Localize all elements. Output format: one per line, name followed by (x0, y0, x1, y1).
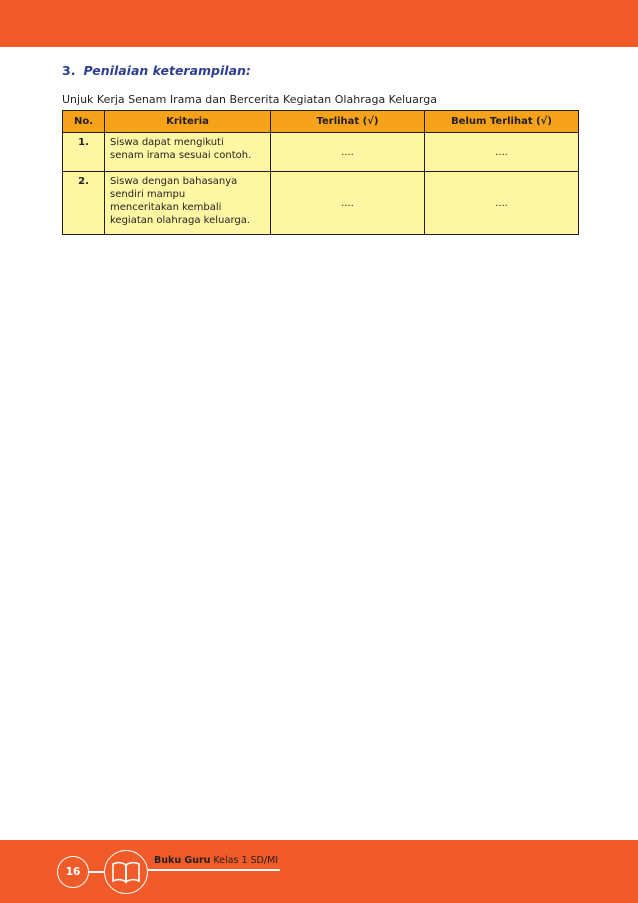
table-caption: Unjuk Kerja Senam Irama dan Bercerita Kegiatan Olahraga Keluarga (62, 93, 437, 106)
open-book-icon (104, 850, 148, 894)
footer-divider (148, 869, 280, 871)
book-title (154, 855, 278, 866)
section-heading (62, 63, 251, 78)
section-number: 3. (62, 63, 76, 78)
book-title-rest: Kelas 1 SD/MI (210, 855, 279, 866)
header-belum-terlihat: Belum Terlihat (√) (425, 111, 579, 133)
row-criteria (105, 133, 271, 172)
assessment-table (62, 110, 579, 235)
belum-terlihat-cell: .... (425, 133, 579, 172)
criteria-line: senam irama sesuai contoh. (110, 150, 252, 161)
book-title-bold: Buku Guru (154, 855, 211, 866)
table-row (63, 133, 579, 172)
criteria-line: Siswa dengan bahasanya (110, 176, 238, 187)
table-row (63, 172, 579, 235)
terlihat-cell: .... (271, 172, 425, 235)
criteria-line: sendiri mampu (110, 189, 186, 200)
table-header-row (63, 111, 579, 133)
criteria-line: menceritakan kembali (110, 202, 222, 213)
footer-divider (89, 871, 105, 873)
page-number: 16 (57, 856, 89, 888)
criteria-line: Siswa dapat mengikuti (110, 137, 224, 148)
section-title: Penilaian keterampilan: (83, 63, 251, 78)
criteria-line: kegiatan olahraga keluarga. (110, 215, 251, 226)
top-color-band (0, 0, 638, 47)
row-criteria (105, 172, 271, 235)
terlihat-cell: .... (271, 133, 425, 172)
row-number: 1. (63, 133, 105, 172)
row-number: 2. (63, 172, 105, 235)
header-no: No. (63, 111, 105, 133)
header-terlihat: Terlihat (√) (271, 111, 425, 133)
belum-terlihat-cell: .... (425, 172, 579, 235)
header-kriteria: Kriteria (105, 111, 271, 133)
